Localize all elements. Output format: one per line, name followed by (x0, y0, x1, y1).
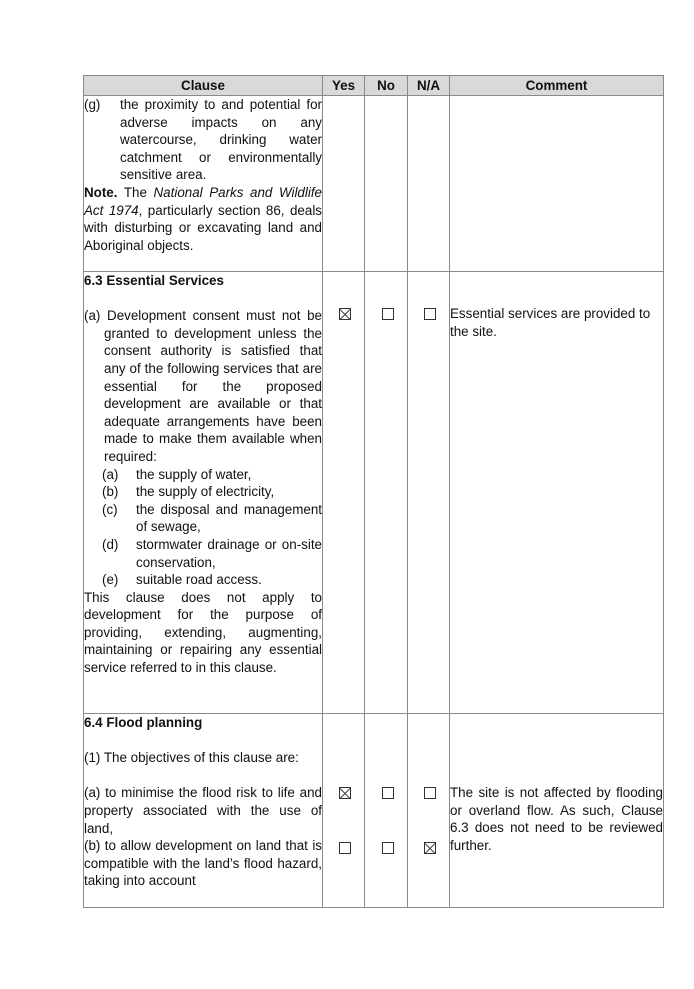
yes-checkbox[interactable] (339, 842, 351, 854)
list-item (102, 483, 322, 501)
yes-cell (323, 272, 365, 714)
yes-checkbox[interactable] (339, 787, 351, 799)
comment-cell (450, 714, 664, 908)
list-item-label: (a) (102, 466, 119, 482)
comment-text: The site is not affected by flooding or overland flow. As such, Clause 6.3 does not need to be reviewed further. (450, 785, 663, 853)
na-checkbox[interactable] (424, 787, 436, 799)
header-yes: Yes (323, 76, 365, 96)
note-pre: The (117, 184, 154, 200)
no-cell (365, 272, 408, 714)
table-row (84, 272, 664, 714)
header-no: No (365, 76, 408, 96)
list-item (102, 571, 322, 589)
note-act-title: National Parks and Wildlife Act 1974 (84, 184, 322, 218)
section-title-6-3: 6.3 Essential Services (84, 273, 224, 288)
no-cell (365, 714, 408, 908)
list-item-label: (d) (102, 536, 119, 552)
na-cell (408, 272, 450, 714)
list-item-label: (e) (102, 572, 119, 588)
table-row (84, 96, 664, 272)
clause-paragraph-a: (a) Development consent must not be granted to development unless the consent authority is satisfied that any of the following services that are essential for the proposed development are available or that adequate arrangements have been made to make them available when required: (84, 308, 322, 464)
na-cell (408, 714, 450, 908)
item-text: the proximity to and potential for adverse impacts on any watercourse, drinking water catchment or environmentally sensitive area. (120, 97, 322, 183)
table-header-row (84, 76, 664, 96)
note-post: , particularly section 86, deals with disturbing or excavating land and Aboriginal objects. (84, 202, 322, 253)
list-item-text: suitable road access. (136, 572, 262, 588)
services-list (102, 466, 322, 589)
no-checkbox[interactable] (382, 842, 394, 854)
clause-cell (84, 96, 323, 272)
list-item-text: the supply of electricity, (136, 484, 275, 500)
yes-cell (323, 96, 365, 272)
yes-checkbox[interactable] (339, 308, 351, 320)
clause-cell (84, 272, 323, 714)
section-title-6-4: 6.4 Flood planning (84, 715, 203, 730)
na-checkbox[interactable] (424, 842, 436, 854)
list-item-text: stormwater drainage or on-site conservation, (136, 536, 322, 570)
clause-item-g (84, 96, 322, 184)
clause-checklist-table (83, 75, 664, 908)
no-checkbox[interactable] (382, 308, 394, 320)
na-checkbox[interactable] (424, 308, 436, 320)
list-item-text: the disposal and management of sewage, (136, 501, 322, 535)
header-na: N/A (408, 76, 450, 96)
na-cell (408, 96, 450, 272)
list-item (102, 466, 322, 484)
list-item-text: the supply of water, (136, 466, 252, 482)
table-row (84, 714, 664, 908)
comment-text: Essential services are provided to the site. (450, 306, 651, 339)
list-item-label: (b) (102, 484, 119, 500)
list-item (102, 536, 322, 571)
list-item-label: (c) (102, 501, 118, 517)
no-checkbox[interactable] (382, 787, 394, 799)
list-item (102, 501, 322, 536)
note-paragraph (84, 184, 322, 254)
item-label: (g) (84, 97, 101, 112)
comment-cell (450, 96, 664, 272)
no-cell (365, 96, 408, 272)
closing-paragraph: This clause does not apply to development for the purpose of providing, extending, augmenting, maintaining or repairing any essential service referred to in this clause. (84, 589, 322, 676)
objective-b: (b) to allow development on land that is compatible with the land’s flood hazard, taking into account (84, 838, 322, 889)
header-clause: Clause (84, 76, 323, 96)
note-label: Note. (84, 184, 118, 200)
comment-cell (450, 272, 664, 714)
clause-cell (84, 714, 323, 908)
objectives-text: (1) The objectives of this clause are: (84, 750, 299, 766)
yes-cell (323, 714, 365, 908)
header-comment: Comment (450, 76, 664, 96)
objective-a: (a) to minimise the flood risk to life and property associated with the use of land, (84, 785, 322, 836)
